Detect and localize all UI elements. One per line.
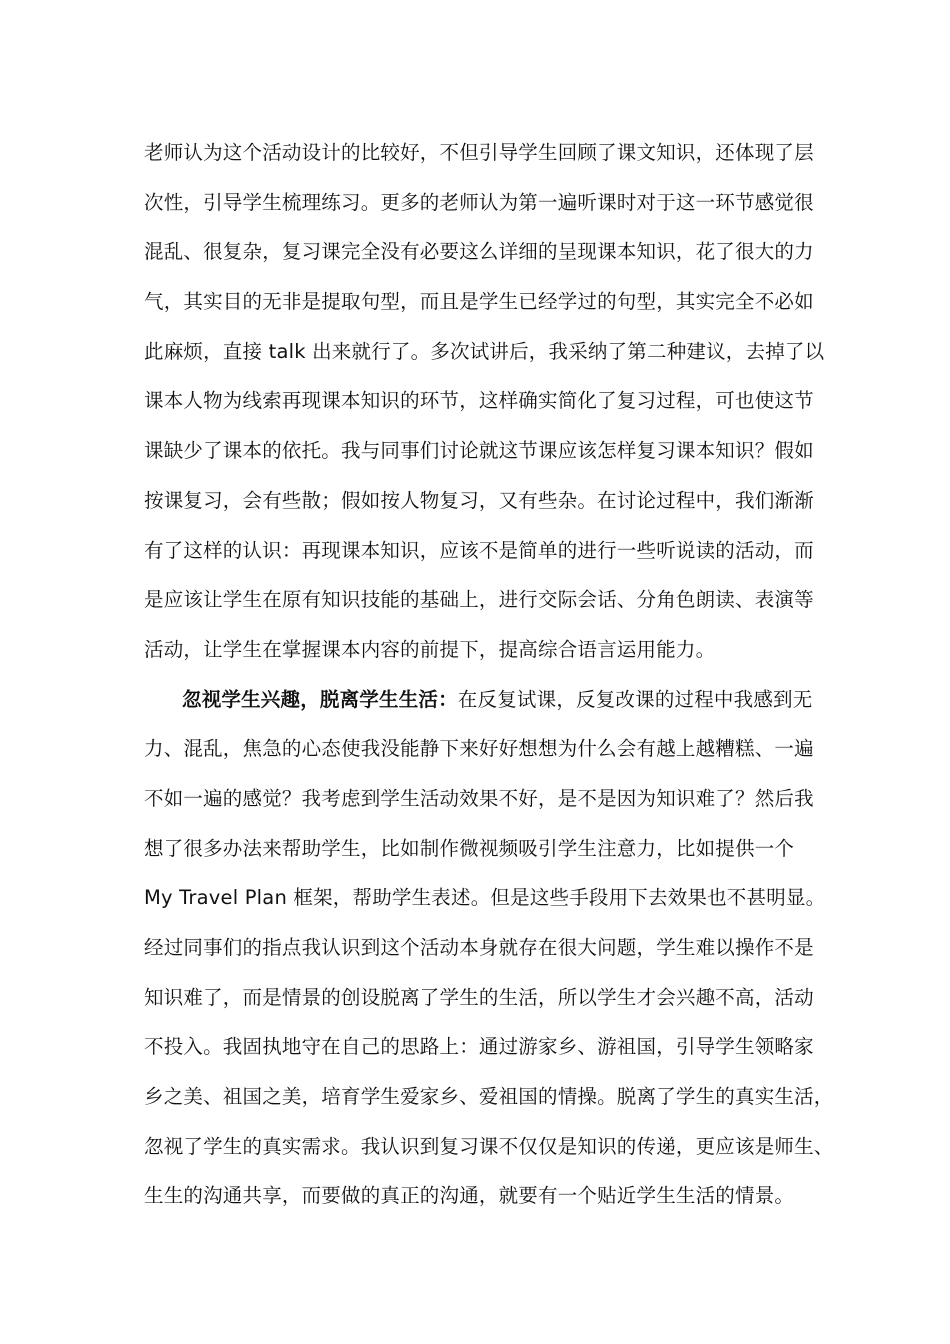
text-line: 按课复习，会有些散；假如按人物复习，又有些杂。在讨论过程中，我们渐渐 [144,488,814,512]
paragraph-2-first-line [144,675,824,725]
paragraph-2 [144,675,834,1222]
text-line: 力、混乱，焦急的心态使我没能静下来好好想想为什么会有越上越糟糕、一遍 [144,737,814,761]
paragraph-2-first-line-text: 在反复试课，反复改课的过程中我感到无 [457,687,813,711]
text-line: 课缺少了课本的依托。我与同事们讨论就这节课应该怎样复习课本知识？假如 [144,439,814,463]
text-line: 生生的沟通共享，而要做的真正的沟通，就要有一个贴近学生生活的情景。 [144,1184,795,1208]
text-line: 有了这样的认识：再现课本知识，应该不是简单的进行一些听说读的活动，而 [144,538,814,562]
text-line: 活动，让学生在掌握课本内容的前提下，提高综合语言运用能力。 [144,637,716,661]
text-line: 课本人物为线索再现课本知识的环节，这样确实简化了复习过程，可也使这节 [144,389,814,413]
text-line: My Travel Plan 框架，帮助学生表述。但是这些手段用下去效果也不甚明显。 [144,886,826,910]
text-line: 想了很多办法来帮助学生，比如制作微视频吸引学生注意力，比如提供一个 [144,836,795,860]
text-line: 气，其实目的无非是提取句型，而且是学生已经学过的句型，其实完全不必如 [144,290,814,314]
text-line: 此麻烦，直接 talk 出来就行了。多次试讲后，我采纳了第二种建议，去掉了以 [144,339,825,363]
body-text [144,128,834,1221]
text-line: 忽视了学生的真实需求。我认识到复习课不仅仅是知识的传递，更应该是师生、 [144,1134,834,1158]
paragraph-heading: 忽视学生兴趣，脱离学生生活： [182,687,458,711]
paragraph-1 [144,128,824,675]
text-line: 混乱、很复杂，复习课完全没有必要这么详细的呈现课本知识，花了很大的力 [144,240,814,264]
text-line: 知识难了，而是情景的创设脱离了学生的生活，所以学生才会兴趣不高，活动 [144,985,814,1009]
text-line: 次性，引导学生梳理练习。更多的老师认为第一遍听课时对于这一环节感觉很 [144,190,814,214]
text-line: 不如一遍的感觉？我考虑到学生活动效果不好，是不是因为知识难了？然后我 [144,786,814,810]
text-line: 是应该让学生在原有知识技能的基础上，进行交际会话、分角色朗读、表演等 [144,588,814,612]
text-line: 乡之美、祖国之美，培育学生爱家乡、爱祖国的情操。脱离了学生的真实生活， [144,1085,834,1109]
text-line: 经过同事们的指点我认识到这个活动本身就存在很大问题，学生难以操作不是 [144,936,814,959]
text-line: 不投入。我固执地守在自己的思路上：通过游家乡、游祖国，引导学生领略家 [144,1035,814,1059]
text-line: 老师认为这个活动设计的比较好，不但引导学生回顾了课文知识，还体现了层 [144,141,814,164]
